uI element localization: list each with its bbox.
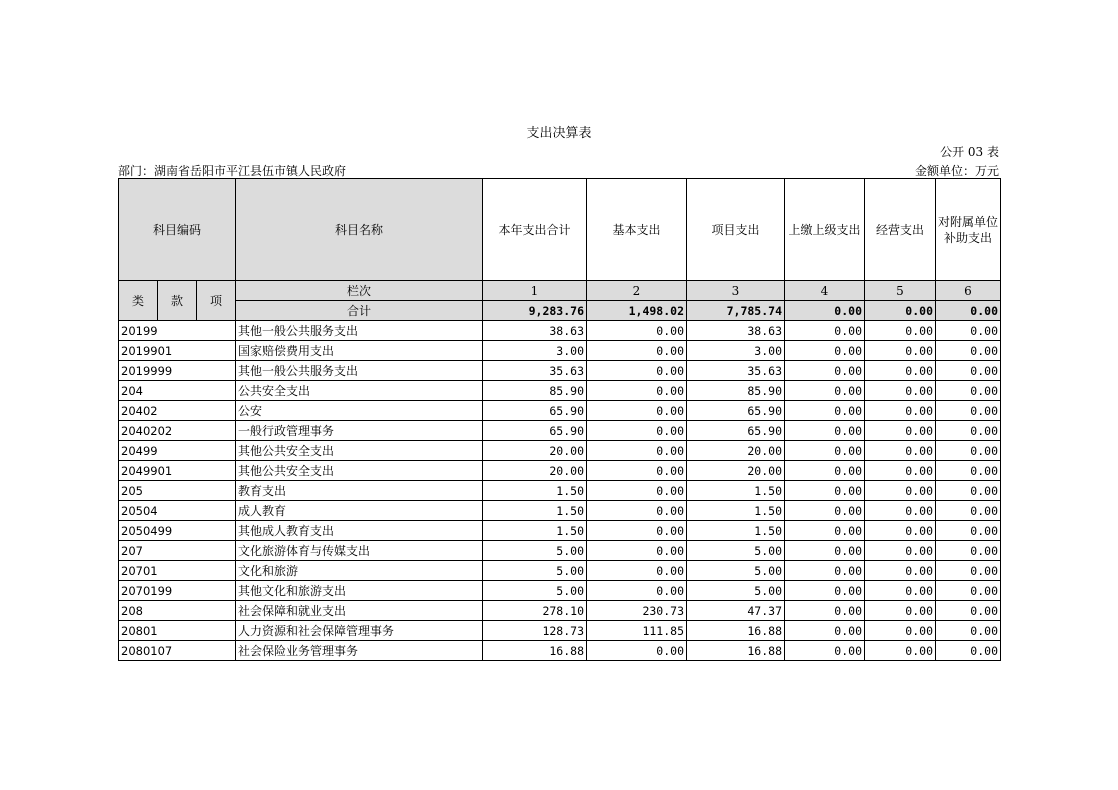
amount-basic: 0.00 [587, 341, 687, 361]
col-index-3: 3 [687, 281, 785, 301]
amount-project: 16.88 [687, 621, 785, 641]
amount-subsidy: 0.00 [936, 581, 1001, 601]
subject-name: 其他一般公共服务支出 [236, 321, 483, 341]
amount-business: 0.00 [865, 401, 936, 421]
subject-name: 其他公共安全支出 [236, 441, 483, 461]
amount-basic: 0.00 [587, 401, 687, 421]
amount-total: 5.00 [483, 561, 587, 581]
subject-code: 20801 [119, 621, 236, 641]
subject-name: 其他公共安全支出 [236, 461, 483, 481]
subject-name: 教育支出 [236, 481, 483, 501]
table-row [119, 621, 1001, 641]
amount-basic: 0.00 [587, 641, 687, 661]
amount-project: 47.37 [687, 601, 785, 621]
amount-upper: 0.00 [785, 421, 865, 441]
amount-total: 128.73 [483, 621, 587, 641]
department-label: 部门：湖南省岳阳市平江县伍市镇人民政府 [118, 164, 347, 178]
subject-name: 其他成人教育支出 [236, 521, 483, 541]
header-total-expenditure: 本年支出合计 [483, 179, 587, 281]
table-row [119, 341, 1001, 361]
amount-project: 3.00 [687, 341, 785, 361]
table-row [119, 401, 1001, 421]
table-row [119, 321, 1001, 341]
amount-project: 5.00 [687, 541, 785, 561]
amount-business: 0.00 [865, 441, 936, 461]
amount-subsidy: 0.00 [936, 441, 1001, 461]
amount-total: 3.00 [483, 341, 587, 361]
table-row [119, 581, 1001, 601]
amount-total: 20.00 [483, 441, 587, 461]
subject-name: 社会保险业务管理事务 [236, 641, 483, 661]
amount-upper: 0.00 [785, 461, 865, 481]
table-header-row [119, 179, 1001, 281]
subject-code: 2070199 [119, 581, 236, 601]
amount-project: 20.00 [687, 441, 785, 461]
amount-project: 1.50 [687, 501, 785, 521]
table-row [119, 501, 1001, 521]
table-row [119, 641, 1001, 661]
table-row [119, 481, 1001, 501]
amount-business: 0.00 [865, 601, 936, 621]
total-label: 合计 [236, 301, 483, 321]
form-number: 公开 03 表 [940, 145, 999, 159]
amount-subsidy: 0.00 [936, 481, 1001, 501]
amount-business: 0.00 [865, 561, 936, 581]
amount-project: 1.50 [687, 481, 785, 501]
subject-code: 20402 [119, 401, 236, 421]
amount-total: 85.90 [483, 381, 587, 401]
header-lei: 类 [119, 281, 158, 321]
amount-unit-label: 金额单位：万元 [914, 164, 999, 178]
subject-code: 20499 [119, 441, 236, 461]
subject-code: 20199 [119, 321, 236, 341]
amount-basic: 230.73 [587, 601, 687, 621]
total-upper: 0.00 [785, 301, 865, 321]
total-project: 7,785.74 [687, 301, 785, 321]
subject-code: 2050499 [119, 521, 236, 541]
amount-subsidy: 0.00 [936, 421, 1001, 441]
amount-project: 5.00 [687, 561, 785, 581]
subject-code: 2040202 [119, 421, 236, 441]
amount-basic: 0.00 [587, 521, 687, 541]
amount-upper: 0.00 [785, 561, 865, 581]
amount-basic: 0.00 [587, 541, 687, 561]
table-row [119, 541, 1001, 561]
amount-subsidy: 0.00 [936, 361, 1001, 381]
amount-total: 65.90 [483, 421, 587, 441]
amount-total: 65.90 [483, 401, 587, 421]
amount-subsidy: 0.00 [936, 521, 1001, 541]
table-row [119, 381, 1001, 401]
amount-upper: 0.00 [785, 401, 865, 421]
amount-total: 1.50 [483, 521, 587, 541]
amount-basic: 0.00 [587, 421, 687, 441]
table-row [119, 361, 1001, 381]
header-subject-name: 科目名称 [236, 179, 483, 281]
amount-project: 16.88 [687, 641, 785, 661]
amount-subsidy: 0.00 [936, 601, 1001, 621]
col-index-6: 6 [936, 281, 1001, 301]
amount-business: 0.00 [865, 541, 936, 561]
amount-project: 35.63 [687, 361, 785, 381]
table-row [119, 421, 1001, 441]
amount-basic: 0.00 [587, 561, 687, 581]
amount-business: 0.00 [865, 521, 936, 541]
amount-total: 1.50 [483, 481, 587, 501]
table-row [119, 601, 1001, 621]
total-subsidy: 0.00 [936, 301, 1001, 321]
amount-upper: 0.00 [785, 501, 865, 521]
header-kuan: 款 [158, 281, 197, 321]
header-project-expenditure: 项目支出 [687, 179, 785, 281]
amount-upper: 0.00 [785, 621, 865, 641]
amount-subsidy: 0.00 [936, 541, 1001, 561]
total-row [119, 301, 1001, 321]
amount-upper: 0.00 [785, 641, 865, 661]
table-row [119, 461, 1001, 481]
amount-total: 35.63 [483, 361, 587, 381]
subject-name: 国家赔偿费用支出 [236, 341, 483, 361]
subject-name: 其他一般公共服务支出 [236, 361, 483, 381]
amount-basic: 0.00 [587, 461, 687, 481]
table-row [119, 521, 1001, 541]
subject-code: 20504 [119, 501, 236, 521]
header-upper-expenditure: 上缴上级支出 [785, 179, 865, 281]
amount-project: 5.00 [687, 581, 785, 601]
subject-name: 公安 [236, 401, 483, 421]
amount-basic: 0.00 [587, 321, 687, 341]
subject-code: 208 [119, 601, 236, 621]
amount-subsidy: 0.00 [936, 401, 1001, 421]
subject-code: 204 [119, 381, 236, 401]
amount-upper: 0.00 [785, 541, 865, 561]
subject-name: 其他文化和旅游支出 [236, 581, 483, 601]
amount-subsidy: 0.00 [936, 561, 1001, 581]
amount-business: 0.00 [865, 421, 936, 441]
subject-name: 一般行政管理事务 [236, 421, 483, 441]
total-total: 9,283.76 [483, 301, 587, 321]
subject-name: 文化和旅游 [236, 561, 483, 581]
amount-total: 20.00 [483, 461, 587, 481]
amount-basic: 0.00 [587, 361, 687, 381]
amount-business: 0.00 [865, 361, 936, 381]
table-row [119, 441, 1001, 461]
amount-basic: 0.00 [587, 581, 687, 601]
table-row [119, 561, 1001, 581]
amount-subsidy: 0.00 [936, 621, 1001, 641]
header-subject-code: 科目编码 [119, 179, 236, 281]
subject-code: 20701 [119, 561, 236, 581]
amount-upper: 0.00 [785, 321, 865, 341]
amount-upper: 0.00 [785, 381, 865, 401]
header-basic-expenditure: 基本支出 [587, 179, 687, 281]
header-xiang: 项 [197, 281, 236, 321]
amount-upper: 0.00 [785, 581, 865, 601]
amount-project: 65.90 [687, 421, 785, 441]
subject-code: 2019901 [119, 341, 236, 361]
amount-business: 0.00 [865, 581, 936, 601]
amount-business: 0.00 [865, 501, 936, 521]
col-index-2: 2 [587, 281, 687, 301]
amount-business: 0.00 [865, 641, 936, 661]
amount-basic: 0.00 [587, 441, 687, 461]
amount-subsidy: 0.00 [936, 461, 1001, 481]
subject-name: 成人教育 [236, 501, 483, 521]
amount-business: 0.00 [865, 481, 936, 501]
total-basic: 1,498.02 [587, 301, 687, 321]
amount-subsidy: 0.00 [936, 321, 1001, 341]
subject-name: 文化旅游体育与传媒支出 [236, 541, 483, 561]
col-index-5: 5 [865, 281, 936, 301]
subject-code: 2019999 [119, 361, 236, 381]
amount-total: 5.00 [483, 581, 587, 601]
expenditure-table [118, 178, 1001, 661]
amount-project: 20.00 [687, 461, 785, 481]
page-title: 支出决算表 [526, 126, 592, 141]
amount-project: 85.90 [687, 381, 785, 401]
amount-business: 0.00 [865, 381, 936, 401]
amount-total: 278.10 [483, 601, 587, 621]
amount-basic: 0.00 [587, 481, 687, 501]
amount-basic: 0.00 [587, 501, 687, 521]
col-index-4: 4 [785, 281, 865, 301]
column-index-row [119, 281, 1001, 301]
amount-upper: 0.00 [785, 441, 865, 461]
amount-business: 0.00 [865, 321, 936, 341]
amount-subsidy: 0.00 [936, 341, 1001, 361]
amount-upper: 0.00 [785, 481, 865, 501]
amount-total: 38.63 [483, 321, 587, 341]
amount-upper: 0.00 [785, 521, 865, 541]
amount-subsidy: 0.00 [936, 501, 1001, 521]
header-subsidy-expenditure: 对附属单位补助支出 [936, 179, 1001, 281]
amount-upper: 0.00 [785, 341, 865, 361]
amount-business: 0.00 [865, 341, 936, 361]
header-business-expenditure: 经营支出 [865, 179, 936, 281]
amount-upper: 0.00 [785, 601, 865, 621]
amount-total: 16.88 [483, 641, 587, 661]
subject-name: 人力资源和社会保障管理事务 [236, 621, 483, 641]
amount-project: 65.90 [687, 401, 785, 421]
header-lanci: 栏次 [236, 281, 483, 301]
amount-total: 1.50 [483, 501, 587, 521]
amount-project: 38.63 [687, 321, 785, 341]
amount-business: 0.00 [865, 621, 936, 641]
subject-code: 2080107 [119, 641, 236, 661]
amount-upper: 0.00 [785, 361, 865, 381]
subject-name: 公共安全支出 [236, 381, 483, 401]
amount-project: 1.50 [687, 521, 785, 541]
total-business: 0.00 [865, 301, 936, 321]
subject-code: 2049901 [119, 461, 236, 481]
amount-total: 5.00 [483, 541, 587, 561]
amount-basic: 111.85 [587, 621, 687, 641]
amount-subsidy: 0.00 [936, 641, 1001, 661]
subject-name: 社会保障和就业支出 [236, 601, 483, 621]
col-index-1: 1 [483, 281, 587, 301]
amount-business: 0.00 [865, 461, 936, 481]
subject-code: 207 [119, 541, 236, 561]
subject-code: 205 [119, 481, 236, 501]
amount-subsidy: 0.00 [936, 381, 1001, 401]
amount-basic: 0.00 [587, 381, 687, 401]
